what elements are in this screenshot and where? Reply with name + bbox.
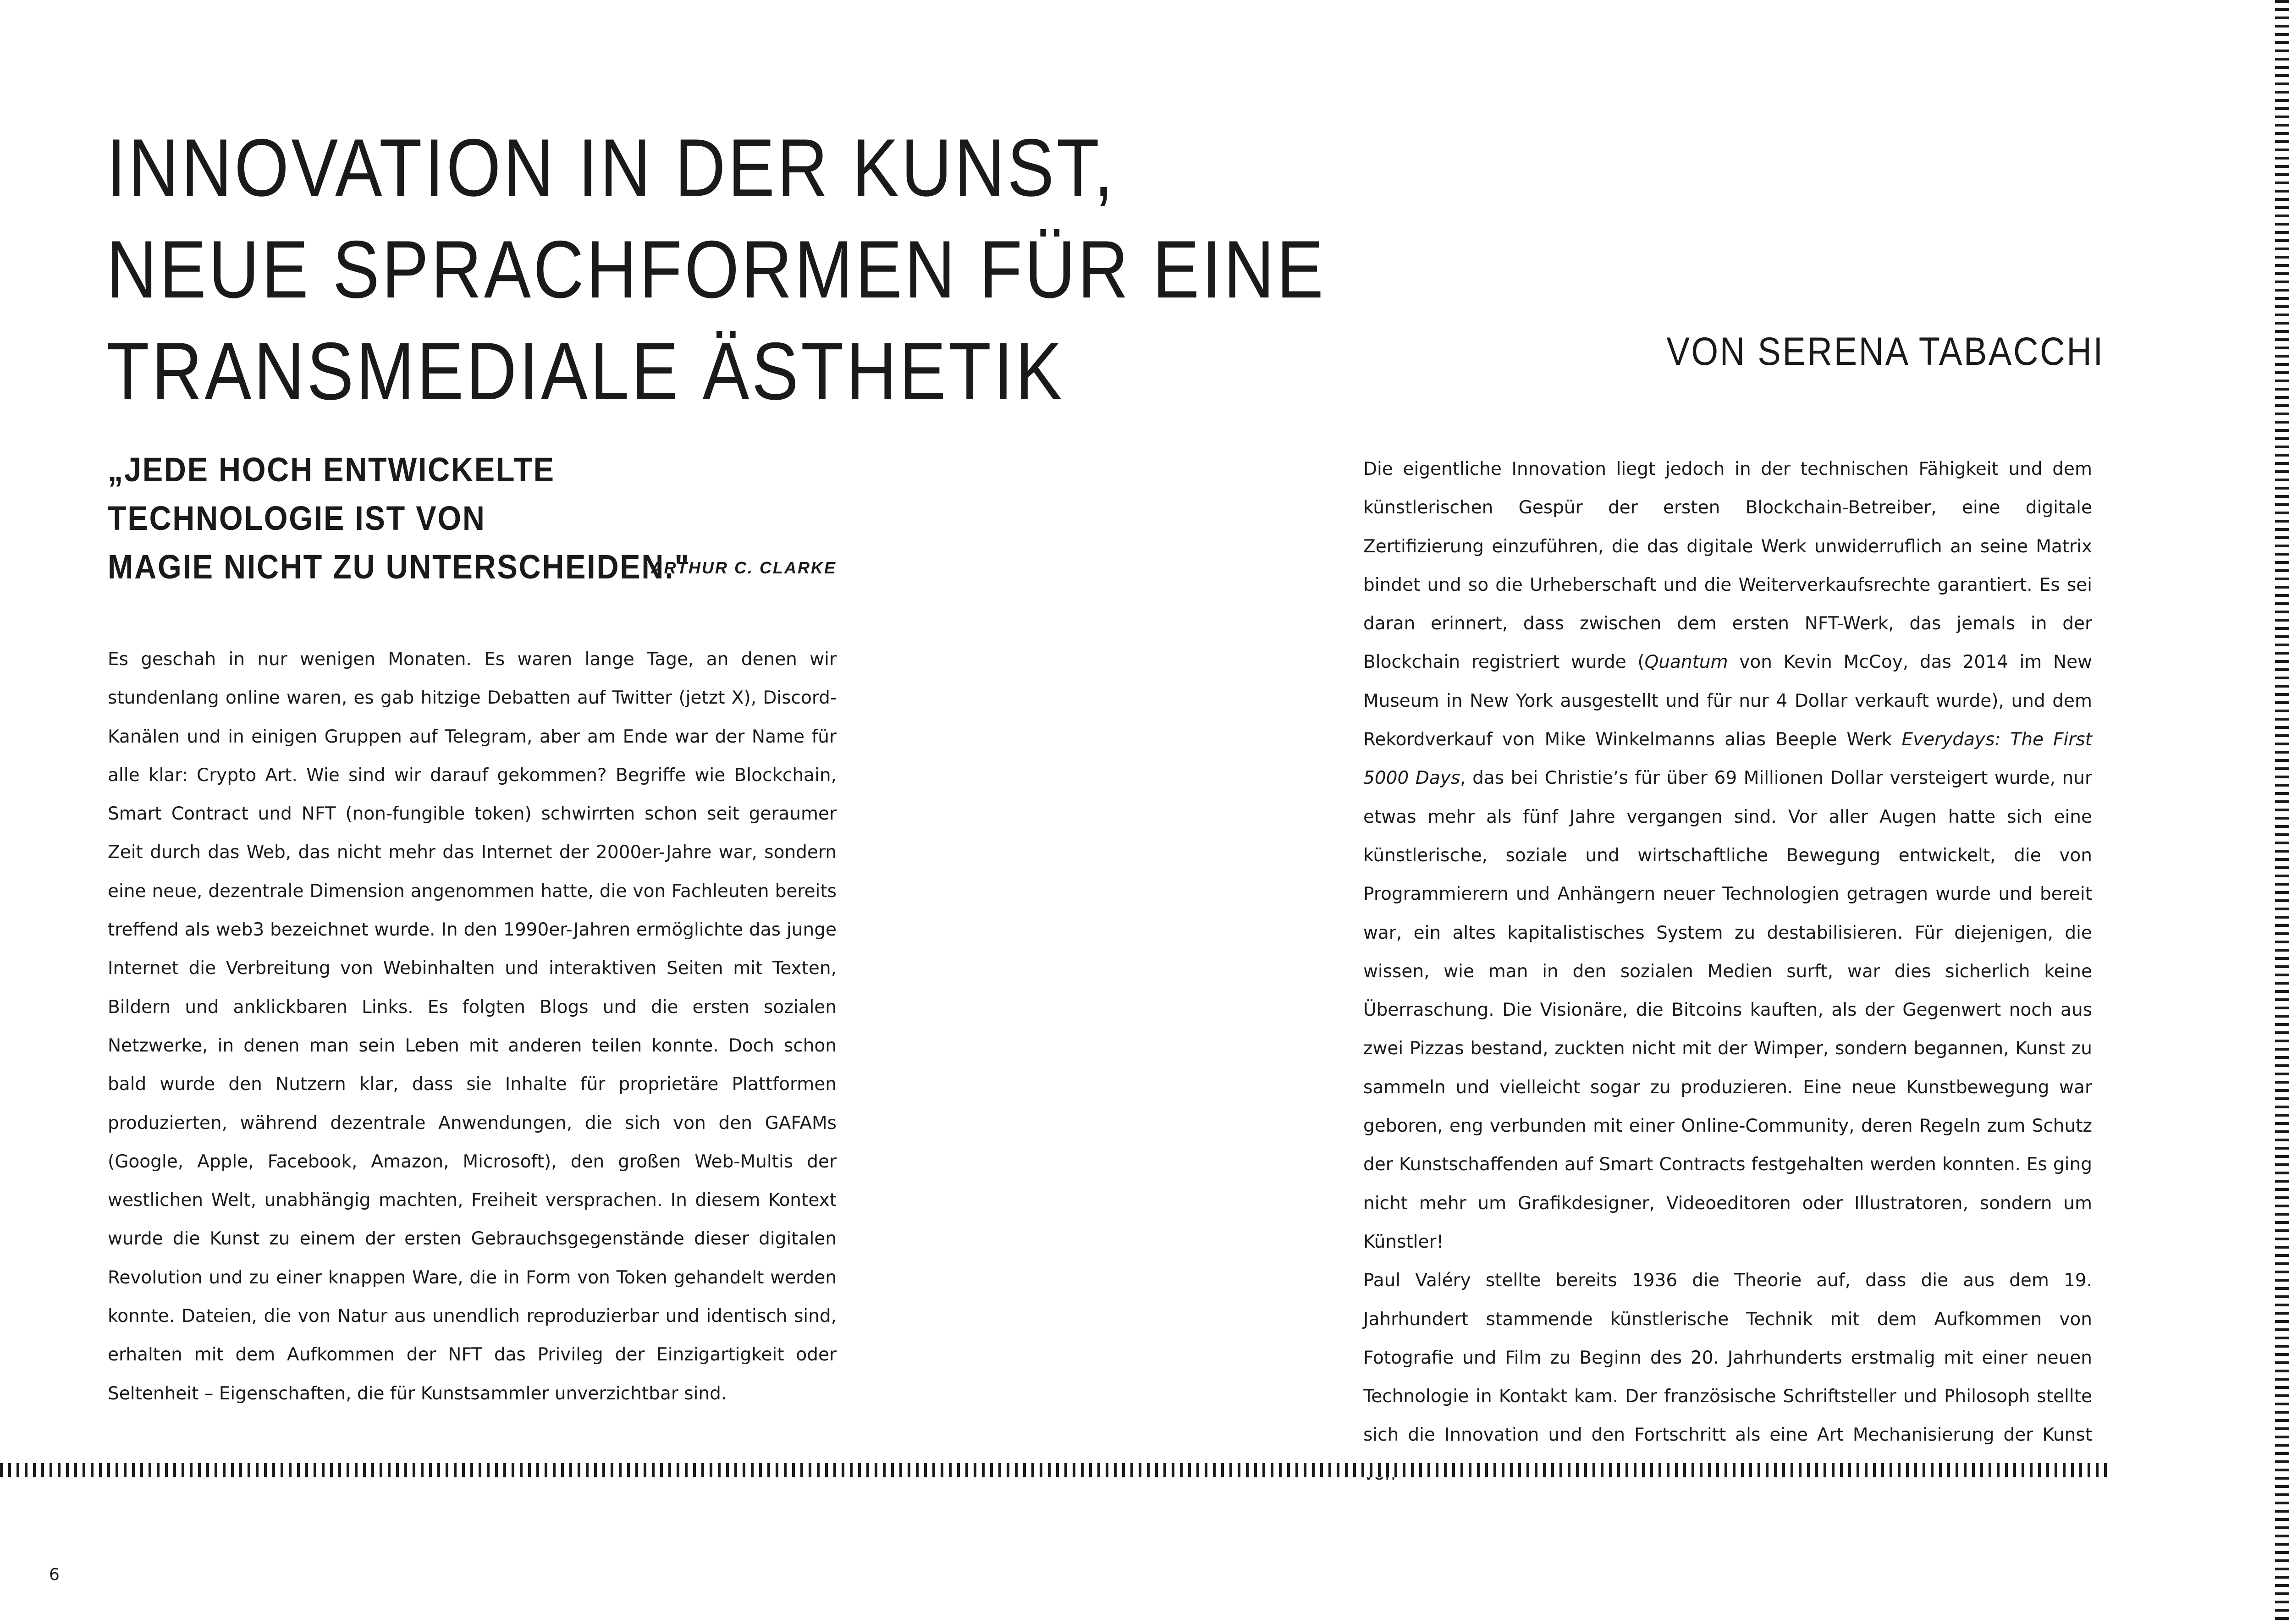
body-column-right (1363, 450, 2092, 1493)
paragraph-text: , das bei Christie’s für über 69 Millionen Dollar versteigert wurde, nur etwas mehr als fünf Jahre vergangen sind. Vor aller Augen hatte sich eine künstlerische, soziale und wirtschaftliche Bewegung entwickelt, die von Programmierern und Anhängern neuer Technologien getragen wurde und bereit war, ein altes kapitalistisches System zu destabilisieren. Für diejenigen, die wissen, wie man in den sozialen Medien surft, war dies sicherlich keine Überraschung. Die Visionäre, die Bitcoins kauften, als der Gegenwert noch aus zwei Pizzas bestand, zuckten nicht mit der Wimper, sondern begannen, Kunst zu sammeln und vielleicht sogar zu produzieren. Eine neue Kunstbewegung war geboren, eng verbunden mit einer Online-Community, deren Regeln zum Schutz der Kunstschaffenden auf Smart Contracts festgehalten werden konnten. Es ging nicht mehr um Grafikdesigner, Videoeditoren oder Illustratoren, sondern um Künstler! (1363, 768, 2092, 1252)
title-line-1: INNOVATION IN DER KUNST, (106, 122, 1116, 213)
epigraph-attribution: ARTHUR C. CLARKE (650, 558, 837, 577)
epigraph-line-2: MAGIE NICHT ZU UNTERSCHEIDEN." (108, 548, 690, 586)
artwork-title: Everydays: The First 5000 Days (1363, 729, 2092, 789)
artwork-title: Quantum (1644, 652, 1728, 673)
body-column-left (108, 640, 837, 1413)
paragraph (1363, 450, 2092, 1261)
author-byline: VON SERENA TABACCHI (1666, 330, 2105, 374)
page-number-left: 6 (49, 1565, 60, 1584)
article-title (106, 117, 1326, 422)
paragraph-text: von Kevin McCoy, das 2014 im New Museum in New York ausgestellt und für nur 4 Dollar verkauft wurde), und dem Rekordverkauf von Mike Winkelmanns alias Beeple Werk (1363, 652, 2092, 750)
bottom-decorative-rule (0, 1463, 2108, 1477)
title-line-2: NEUE SPRACHFORMEN FÜR EINE (106, 224, 1326, 315)
paragraph: Paul Valéry stellte bereits 1936 die Theorie auf, dass die aus dem 19. Jahrhundert stammende künstlerische Technik mit dem Aufkommen von Fotografie und Film zu Beginn des 20. Jahrhunderts erstmalig mit einer neuen Technologie in Kontakt kam. Der französische Schriftsteller und Philosoph stellte sich die Innovation und den Fortschritt als eine Art Mechanisierung der Kunst (1363, 1270, 2092, 1446)
paragraph-text: Die eigentliche Innovation liegt jedoch in der technischen Fähigkeit und dem künstlerischen Gespür der ersten Blockchain-Betreiber, eine digitale Zertifizierung einzuführen, die das digitale Werk unwiderruflich an seine Matrix bindet und so die Urheberschaft und die Weiterverkaufsrechte garantiert. Es sei daran erinnert, dass zwischen dem ersten NFT-Werk, das jemals in der Blockchain registriert wurde ( (1363, 459, 2092, 673)
paragraph: Es geschah in nur wenigen Monaten. Es waren lange Tage, an denen wir stundenlang online waren, es gab hitzige Debatten auf Twitter (jetzt X), Discord-Kanälen und in einigen Gruppen auf Telegram, aber am Ende war der Name für alle klar: Crypto Art. Wie sind wir darauf gekommen? Begriffe wie Blockchain, Smart Contract und NFT (non-fungible token) schwirrten schon seit geraumer Zeit durch das Web, das nicht mehr das Internet der 2000er-Jahre war, sondern eine neue, dezentrale Dimension angenommen hatte, die von Fachleuten bereits treffend als web3 bezeichnet wurde. In den 1990er-Jahren ermöglichte das junge Internet die Verbreitung von Webinhalten und interaktiven Seiten mit Texten, Bildern und anklickbaren Links. Es folgten Blogs und die ersten sozialen Netzwerke, in denen man sein Leben mit anderen teilen konnte. Doch schon bald wurde den Nutzern klar, dass sie Inhalte für proprietäre Plattformen produzierten, während dezentrale Anwendungen, die sich von den GAFAMs (Google, Apple, Facebook, Amazon, Microsoft), den großen Web-Multis der westlichen Welt, unabhängig machten, Freiheit versprachen. In diesem Kontext wurde die Kunst zu einem der ersten Gebrauchsgegenstände dieser digitalen Revolution und zu einer knappen Ware, die in Form von Token gehandelt werden konnte. Dateien, die von Natur aus unendlich reproduzierbar und identisch sind, erhalten mit dem Aufkommen der NFT das Privileg der Einzigartigkeit oder Seltenheit – Eigenschaften, die für Kunstsammler unverzichtbar sind. (108, 649, 837, 1404)
epigraph-line-1: „JEDE HOCH ENTWICKELTE TECHNOLOGIE IST VON (108, 451, 555, 537)
right-decorative-rule (2275, 0, 2289, 1624)
title-line-3: TRANSMEDIALE ÄSTHETIK (106, 325, 1065, 417)
